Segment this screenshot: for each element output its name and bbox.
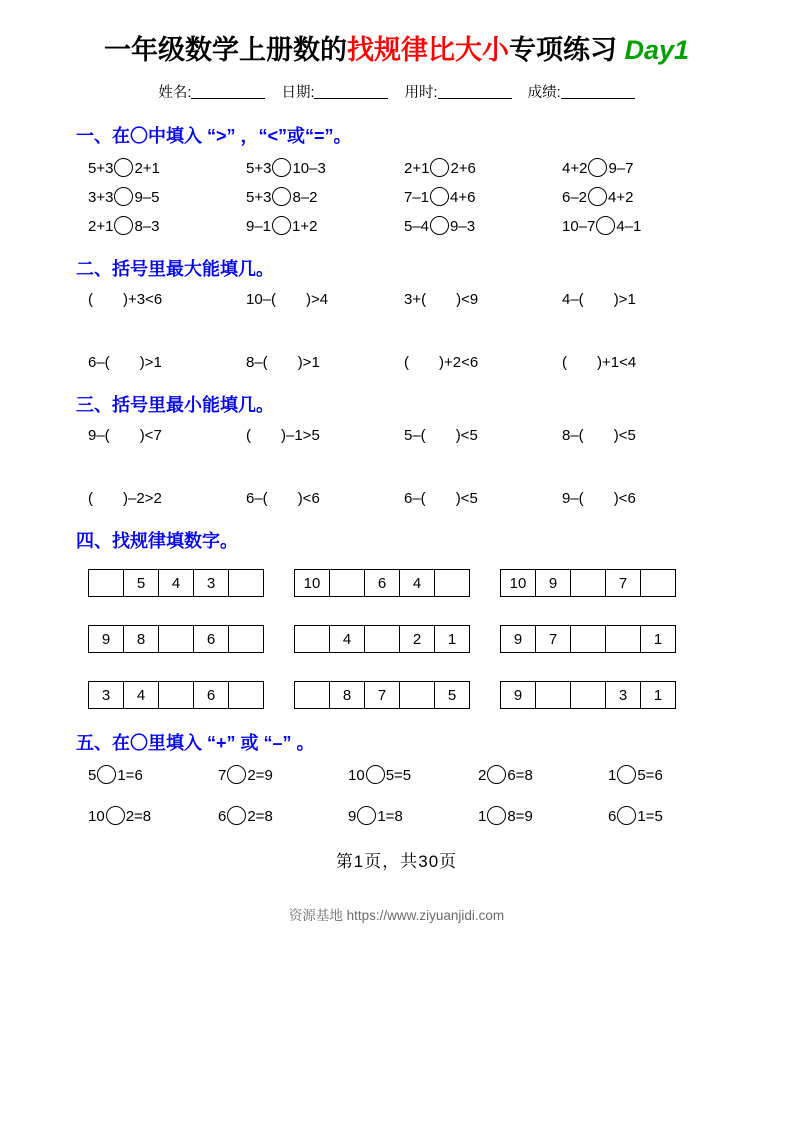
section-one-row-2 bbox=[88, 187, 749, 206]
date-label: 日期: bbox=[281, 85, 315, 101]
date-field bbox=[281, 85, 392, 101]
section-five-row-1 bbox=[88, 765, 749, 784]
pattern-cell[interactable] bbox=[570, 569, 606, 597]
operand-right: 8–2 bbox=[292, 189, 318, 206]
operator-circle[interactable] bbox=[617, 806, 636, 825]
operator-circle[interactable] bbox=[487, 806, 506, 825]
time-label: 用时: bbox=[404, 85, 438, 101]
operand-right: 1=6 bbox=[117, 767, 143, 784]
problem-item[interactable] bbox=[88, 354, 246, 371]
problem-item[interactable] bbox=[246, 354, 404, 371]
pattern-cell[interactable] bbox=[570, 681, 606, 709]
operator-circle[interactable] bbox=[617, 765, 636, 784]
problem-item[interactable] bbox=[562, 354, 720, 371]
problem-item[interactable] bbox=[404, 490, 562, 507]
pattern-cell[interactable] bbox=[294, 681, 330, 709]
problem-item[interactable] bbox=[88, 427, 246, 444]
expr-suffix: )+3<6 bbox=[123, 291, 163, 308]
pattern-cell[interactable] bbox=[158, 625, 194, 653]
name-label: 姓名: bbox=[158, 85, 192, 101]
problem-item[interactable] bbox=[404, 427, 562, 444]
pattern-cell[interactable] bbox=[294, 625, 330, 653]
operand-left: 10 bbox=[88, 808, 105, 825]
problem-item[interactable] bbox=[478, 806, 608, 825]
pattern-group[interactable] bbox=[294, 569, 470, 597]
pattern-cell[interactable]: 9 bbox=[500, 681, 536, 709]
problem-item[interactable] bbox=[404, 354, 562, 371]
expr-prefix: ( bbox=[88, 291, 93, 308]
pattern-cell[interactable] bbox=[228, 569, 264, 597]
operand-right: 2+1 bbox=[134, 160, 160, 177]
expr-prefix: 4–( bbox=[562, 291, 584, 308]
pattern-cell[interactable]: 3 bbox=[193, 569, 229, 597]
problem-item[interactable] bbox=[246, 216, 404, 235]
section-four-heading: 四、找规律填数字。 bbox=[76, 531, 238, 551]
problem-item[interactable] bbox=[88, 291, 246, 308]
time-input-blank[interactable] bbox=[438, 84, 512, 99]
operand-left: 5+3 bbox=[88, 160, 114, 177]
pattern-cell[interactable]: 7 bbox=[535, 625, 571, 653]
pattern-cell[interactable]: 4 bbox=[329, 625, 365, 653]
pattern-cell[interactable]: 2 bbox=[399, 625, 435, 653]
operand-right: 8=9 bbox=[507, 808, 533, 825]
answer-circle[interactable] bbox=[430, 187, 449, 206]
page-title bbox=[44, 28, 749, 67]
operand-left: 5 bbox=[88, 767, 97, 784]
problem-item[interactable] bbox=[404, 187, 562, 206]
problem-item[interactable] bbox=[218, 765, 348, 784]
problem-item[interactable] bbox=[246, 291, 404, 308]
problem-item[interactable] bbox=[608, 806, 738, 825]
expr-suffix: )<6 bbox=[613, 490, 636, 507]
pattern-cell[interactable] bbox=[605, 625, 641, 653]
answer-circle[interactable] bbox=[588, 187, 607, 206]
pattern-cell[interactable]: 5 bbox=[434, 681, 470, 709]
pattern-cell[interactable] bbox=[88, 569, 124, 597]
operand-right: 4+6 bbox=[450, 189, 476, 206]
operator-circle[interactable] bbox=[227, 806, 246, 825]
operand-left: 4+2 bbox=[562, 160, 588, 177]
section-one-row-3 bbox=[88, 216, 749, 235]
operand-left: 1 bbox=[608, 767, 617, 784]
problem-item[interactable] bbox=[562, 490, 720, 507]
operand-left: 3+3 bbox=[88, 189, 114, 206]
expr-prefix: 8–( bbox=[246, 354, 268, 371]
answer-circle[interactable] bbox=[272, 158, 291, 177]
expr-suffix: )<5 bbox=[613, 427, 636, 444]
pattern-cell[interactable] bbox=[434, 569, 470, 597]
name-field bbox=[158, 85, 269, 101]
operand-right: 9–7 bbox=[608, 160, 634, 177]
expr-prefix: ( bbox=[562, 354, 567, 371]
title-part-1: 一年级数学上册数的 bbox=[103, 35, 347, 65]
pattern-row-2 bbox=[88, 625, 749, 653]
operand-right: 5=6 bbox=[637, 767, 663, 784]
pattern-row-1 bbox=[88, 569, 749, 597]
pattern-row-3 bbox=[88, 681, 749, 709]
operand-right: 1=5 bbox=[637, 808, 663, 825]
operand-left: 7–1 bbox=[404, 189, 430, 206]
pattern-group[interactable] bbox=[294, 625, 470, 653]
operator-circle[interactable] bbox=[227, 765, 246, 784]
pattern-cell[interactable]: 1 bbox=[434, 625, 470, 653]
section-three-row-2 bbox=[88, 490, 749, 507]
pattern-group[interactable] bbox=[88, 681, 264, 709]
expr-prefix: 5–( bbox=[404, 427, 426, 444]
pattern-cell[interactable]: 6 bbox=[364, 569, 400, 597]
operand-right: 9–5 bbox=[134, 189, 160, 206]
answer-circle[interactable] bbox=[588, 158, 607, 177]
answer-circle[interactable] bbox=[114, 216, 133, 235]
section-one-heading: 一、在〇中填入 “>” ，“<”或“=”。 bbox=[76, 126, 352, 146]
operand-right: 1=8 bbox=[377, 808, 403, 825]
pattern-group[interactable] bbox=[500, 569, 676, 597]
expr-suffix: )>1 bbox=[139, 354, 162, 371]
title-day-label: Day1 bbox=[624, 35, 690, 65]
problem-item[interactable] bbox=[218, 806, 348, 825]
operand-left: 6–2 bbox=[562, 189, 588, 206]
operand-right: 10–3 bbox=[292, 160, 326, 177]
problem-item[interactable] bbox=[88, 490, 246, 507]
problem-item[interactable] bbox=[88, 765, 218, 784]
answer-circle[interactable] bbox=[272, 187, 291, 206]
expr-suffix: )>4 bbox=[306, 291, 329, 308]
operand-right: 8–3 bbox=[134, 218, 160, 235]
operand-right: 2=8 bbox=[247, 808, 273, 825]
problem-item[interactable] bbox=[246, 187, 404, 206]
pattern-group[interactable] bbox=[294, 681, 470, 709]
operand-left: 2 bbox=[478, 767, 487, 784]
operand-left: 5–4 bbox=[404, 218, 430, 235]
pattern-cell[interactable]: 9 bbox=[88, 625, 124, 653]
operand-left: 9–1 bbox=[246, 218, 272, 235]
pattern-cell[interactable]: 3 bbox=[605, 681, 641, 709]
operand-right: 2=9 bbox=[247, 767, 273, 784]
operand-left: 6 bbox=[608, 808, 617, 825]
pattern-group[interactable] bbox=[500, 681, 676, 709]
problem-item[interactable] bbox=[562, 216, 720, 235]
pattern-cell[interactable] bbox=[228, 681, 264, 709]
pattern-cell[interactable]: 4 bbox=[399, 569, 435, 597]
problem-item[interactable] bbox=[88, 187, 246, 206]
answer-circle[interactable] bbox=[272, 216, 291, 235]
section-three-row-1 bbox=[88, 427, 749, 444]
section-two-row-2 bbox=[88, 354, 749, 371]
operator-circle[interactable] bbox=[97, 765, 116, 784]
problem-item[interactable] bbox=[246, 158, 404, 177]
operator-circle[interactable] bbox=[357, 806, 376, 825]
expr-prefix: 6–( bbox=[246, 490, 268, 507]
pattern-group[interactable] bbox=[88, 569, 264, 597]
expr-prefix: 9–( bbox=[88, 427, 110, 444]
expr-prefix: ( bbox=[404, 354, 409, 371]
operand-left: 6 bbox=[218, 808, 227, 825]
problem-item[interactable] bbox=[404, 291, 562, 308]
pattern-cell[interactable]: 1 bbox=[640, 681, 676, 709]
pattern-cell[interactable] bbox=[364, 625, 400, 653]
pattern-cell[interactable]: 7 bbox=[605, 569, 641, 597]
operand-right: 4–1 bbox=[616, 218, 642, 235]
pattern-cell[interactable]: 10 bbox=[294, 569, 330, 597]
pattern-cell[interactable]: 1 bbox=[640, 625, 676, 653]
section-five-row-2 bbox=[88, 806, 749, 825]
problem-item[interactable] bbox=[348, 806, 478, 825]
section-five-heading: 五、在〇里填入 “+” 或 “–” 。 bbox=[76, 733, 315, 753]
title-part-2: 找规律比大小 bbox=[346, 35, 509, 65]
expr-suffix: )<9 bbox=[456, 291, 479, 308]
student-info-line bbox=[44, 81, 749, 102]
date-input-blank[interactable] bbox=[314, 84, 388, 99]
expr-prefix: 3+( bbox=[404, 291, 427, 308]
pattern-cell[interactable] bbox=[399, 681, 435, 709]
section-one-row-1 bbox=[88, 158, 749, 177]
problem-item[interactable] bbox=[562, 427, 720, 444]
expr-prefix: 10–( bbox=[246, 291, 277, 308]
problem-item[interactable] bbox=[88, 806, 218, 825]
operand-left: 10 bbox=[348, 767, 365, 784]
expr-suffix: )<5 bbox=[455, 490, 478, 507]
expr-suffix: )–1>5 bbox=[281, 427, 320, 444]
problem-item[interactable] bbox=[88, 158, 246, 177]
title-part-3: 专项练习 bbox=[508, 35, 617, 65]
expr-suffix: )+1<4 bbox=[597, 354, 637, 371]
expr-prefix: 9–( bbox=[562, 490, 584, 507]
pattern-cell[interactable]: 10 bbox=[500, 569, 536, 597]
answer-circle[interactable] bbox=[430, 216, 449, 235]
answer-circle[interactable] bbox=[114, 158, 133, 177]
pattern-cell[interactable] bbox=[640, 569, 676, 597]
operand-left: 1 bbox=[478, 808, 487, 825]
score-field bbox=[528, 85, 635, 101]
expr-suffix: )–2>2 bbox=[123, 490, 162, 507]
pattern-cell[interactable]: 6 bbox=[193, 681, 229, 709]
operand-left: 2+1 bbox=[404, 160, 430, 177]
expr-prefix: 6–( bbox=[404, 490, 426, 507]
expr-prefix: ( bbox=[246, 427, 251, 444]
problem-item[interactable] bbox=[246, 490, 404, 507]
expr-suffix: )>1 bbox=[297, 354, 320, 371]
watermark: 资源基地 https://www.ziyuanjidi.com bbox=[288, 908, 505, 923]
operator-circle[interactable] bbox=[106, 806, 125, 825]
operand-left: 5+3 bbox=[246, 189, 272, 206]
pattern-cell[interactable] bbox=[228, 625, 264, 653]
pattern-cell[interactable]: 3 bbox=[88, 681, 124, 709]
expr-prefix: ( bbox=[88, 490, 93, 507]
problem-item[interactable] bbox=[478, 765, 608, 784]
pattern-cell[interactable]: 4 bbox=[123, 681, 159, 709]
pattern-cell[interactable]: 9 bbox=[535, 569, 571, 597]
pattern-cell[interactable]: 4 bbox=[158, 569, 194, 597]
answer-circle[interactable] bbox=[430, 158, 449, 177]
problem-item[interactable] bbox=[246, 427, 404, 444]
expr-suffix: )<7 bbox=[139, 427, 162, 444]
score-label: 成绩: bbox=[527, 85, 561, 101]
pattern-group[interactable] bbox=[88, 625, 264, 653]
pattern-cell[interactable]: 8 bbox=[123, 625, 159, 653]
pattern-cell[interactable] bbox=[535, 681, 571, 709]
problem-item[interactable] bbox=[404, 216, 562, 235]
operand-right: 6=8 bbox=[507, 767, 533, 784]
pattern-cell[interactable] bbox=[329, 569, 365, 597]
pattern-cell[interactable]: 5 bbox=[123, 569, 159, 597]
expr-suffix: )<6 bbox=[297, 490, 320, 507]
problem-item[interactable] bbox=[608, 765, 738, 784]
score-input-blank[interactable] bbox=[561, 84, 635, 99]
answer-circle[interactable] bbox=[114, 187, 133, 206]
name-input-blank[interactable] bbox=[191, 84, 265, 99]
operator-circle[interactable] bbox=[366, 765, 385, 784]
pattern-cell[interactable] bbox=[570, 625, 606, 653]
expr-prefix: 6–( bbox=[88, 354, 110, 371]
operand-left: 10–7 bbox=[562, 218, 596, 235]
problem-item[interactable] bbox=[404, 158, 562, 177]
pattern-cell[interactable]: 9 bbox=[500, 625, 536, 653]
expr-suffix: )>1 bbox=[613, 291, 636, 308]
operand-left: 5+3 bbox=[246, 160, 272, 177]
pattern-cell[interactable]: 8 bbox=[329, 681, 365, 709]
problem-item[interactable] bbox=[562, 291, 720, 308]
operand-left: 7 bbox=[218, 767, 227, 784]
problem-item[interactable] bbox=[88, 216, 246, 235]
time-field bbox=[405, 85, 516, 101]
operand-right: 9–3 bbox=[450, 218, 476, 235]
expr-suffix: )<5 bbox=[455, 427, 478, 444]
operand-right: 5=5 bbox=[385, 767, 412, 784]
answer-circle[interactable] bbox=[596, 216, 615, 235]
section-two-heading: 二、括号里最大能填几。 bbox=[76, 259, 274, 279]
operand-left: 9 bbox=[348, 808, 357, 825]
operand-right: 2=8 bbox=[125, 808, 152, 825]
operand-right: 2+6 bbox=[450, 160, 476, 177]
problem-item[interactable] bbox=[562, 158, 720, 177]
problem-item[interactable] bbox=[348, 765, 478, 784]
pattern-cell[interactable]: 7 bbox=[364, 681, 400, 709]
operand-right: 4+2 bbox=[608, 189, 634, 206]
page-number: 第1页，共30页 bbox=[335, 852, 458, 871]
section-three-heading: 三、括号里最小能填几。 bbox=[76, 395, 274, 415]
expr-suffix: )+2<6 bbox=[439, 354, 479, 371]
operand-left: 2+1 bbox=[88, 218, 114, 235]
pattern-cell[interactable]: 6 bbox=[193, 625, 229, 653]
pattern-group[interactable] bbox=[500, 625, 676, 653]
pattern-cell[interactable] bbox=[158, 681, 194, 709]
problem-item[interactable] bbox=[562, 187, 720, 206]
operator-circle[interactable] bbox=[487, 765, 506, 784]
section-two-row-1 bbox=[88, 291, 749, 308]
operand-right: 1+2 bbox=[292, 218, 318, 235]
expr-prefix: 8–( bbox=[562, 427, 584, 444]
